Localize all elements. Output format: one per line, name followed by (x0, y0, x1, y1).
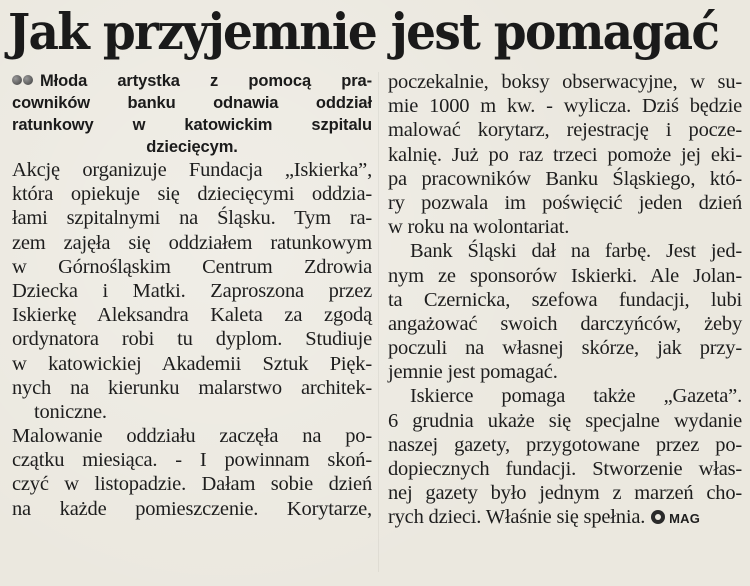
body-line: Iskierkę Aleksandra Kaleta za zgodą (12, 304, 372, 327)
lead-line-3: ratunkowy w katowickim szpitalu (12, 116, 372, 134)
body-line: która opiekuje się dziecięcymi oddzia- (12, 183, 372, 206)
body-line: 6 grudnia ukaże się specjalne wydanie (388, 409, 742, 432)
body-line: malować korytarz, rejestrację i pocze- (388, 119, 742, 142)
body-line: ordynatora robi tu dyplom. Studiuje (12, 328, 372, 351)
body-line: w roku na wolontariat. (388, 216, 570, 239)
body-line: pa pracowników Banku Śląskiego, któ- (388, 167, 742, 190)
body-line: zem zajęła się oddziałem ratunkowym (12, 231, 372, 254)
body-line: jemnie jest pomagać. (388, 361, 558, 384)
body-line: nym ze sponsorów Iskierki. Ale Jolan- (388, 264, 742, 287)
lead-line-2: cowników banku odnawia oddział (12, 94, 372, 112)
right-column (388, 70, 742, 530)
body-line: czyć w listopadzie. Dałam sobie dzień (12, 473, 372, 496)
column-gap (378, 72, 379, 572)
body-line: dopiecznych fundacji. Stworzenie włas- (388, 458, 742, 480)
body-line: na każde pomieszczenie. Korytarze, (12, 497, 372, 520)
body-line: Malowanie oddziału zaczęła na po- (12, 425, 372, 448)
lead-line-4: dziecięcym. (146, 138, 238, 156)
body-line: Bank Śląski dał na farbę. Jest jed- (410, 240, 742, 263)
body-line: nej gazety było jednym z marzeń cho- (388, 482, 742, 505)
body-line: ta Czernicka, szefowa fundacji, lubi (388, 288, 742, 311)
left-column (12, 70, 372, 521)
body-line: w Górnośląskim Centrum Zdrowia (12, 255, 372, 278)
author-signature: MAG (669, 511, 701, 527)
body-line: Dziecka i Matki. Zaproszona przez (12, 279, 372, 302)
body-line: czątku miesiąca. - I powinnam skoń- (12, 449, 372, 472)
body-line: poczuli na własnej skórze, jak przy- (388, 337, 742, 360)
body-line: w katowickiej Akademii Sztuk Pięk- (12, 352, 372, 375)
body-line: mie 1000 m kw. - wylicza. Dziś będzie (388, 95, 742, 118)
end-of-article-circle-icon (651, 510, 665, 524)
body-line: poczekalnie, boksy obserwacyjne, w su- (388, 71, 742, 93)
body-line-last: rych dzieci. Właśnie się spełnia. MAG (388, 506, 701, 529)
body-line: angażować swoich darczyńców, żeby (388, 312, 742, 335)
body-line: łami szpitalnymi na Śląsku. Tym ra- (12, 207, 372, 230)
double-dot-bullet-icon (12, 74, 34, 86)
body-line: Akcję organizuje Fundacja „Iskierka”, (12, 159, 372, 181)
body-line: nych na kierunku malarstwo architek- (12, 376, 372, 399)
lead-line-1: Młoda artystka z pomocą pra- (12, 70, 372, 92)
body-line: kalnię. Już po raz trzeci pomoże jej eki- (388, 143, 742, 166)
body-line: naszej gazety, przygotowane przez po- (388, 433, 742, 456)
body-line: ry pozwala im poświęcić jeden dzień (388, 191, 742, 214)
headline: Jak przyjemnie jest pomagać (8, 2, 719, 61)
body-line: toniczne. (34, 400, 107, 423)
body-line: Iskierce pomaga także „Gazeta”. (410, 385, 742, 408)
